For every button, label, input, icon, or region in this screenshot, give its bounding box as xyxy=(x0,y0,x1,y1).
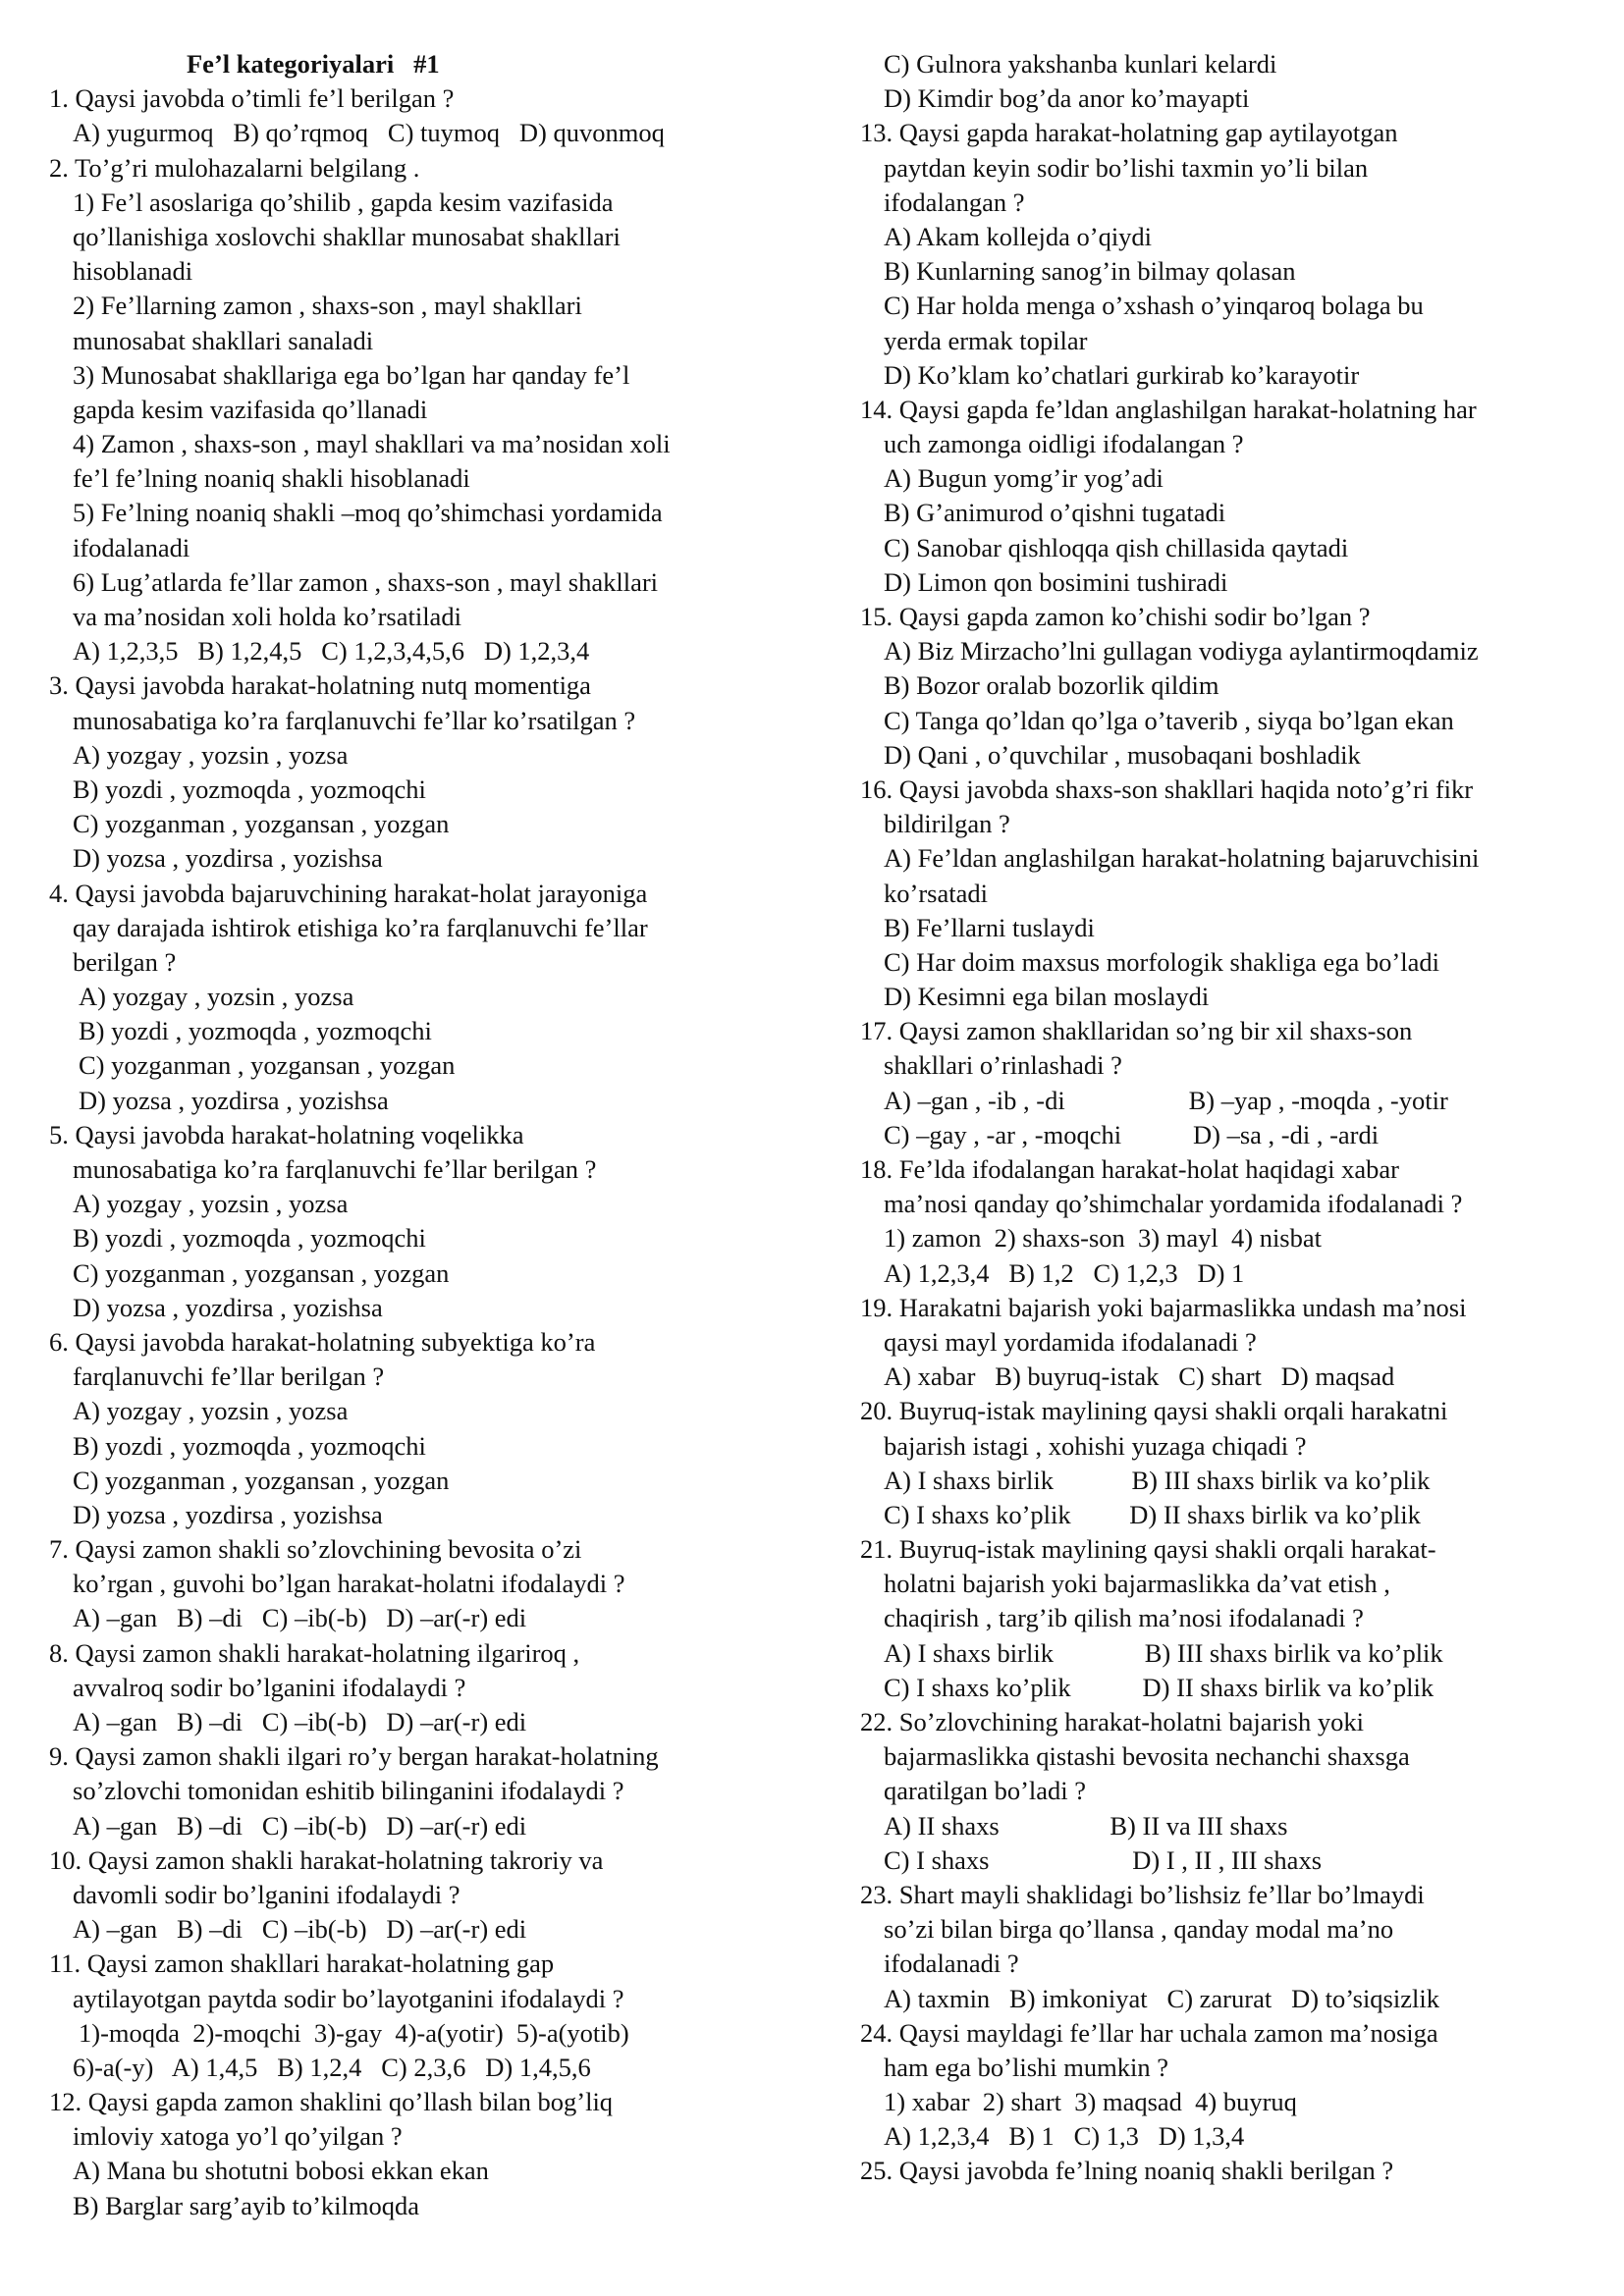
question-line: 1. Qaysi javobda o’timli fe’l berilgan ? xyxy=(49,83,455,114)
question-line: 22. So’zlovchining harakat-holatni bajarish yoki xyxy=(860,1707,1364,1736)
text-line: qaratilgan bo’ladi ? xyxy=(884,1776,1087,1806)
text-line: qay darajada ishtirok etishiga ko’ra farqlanuvchi fe’llar xyxy=(73,912,648,942)
text-line: munosabatiga ko’ra farqlanuvchi fe’llar ko’rsatilgan ? xyxy=(73,705,636,735)
text-line: avvalroq sodir bo’lganini ifodalaydi ? xyxy=(73,1672,466,1702)
text-line: C) yozganman , yozgansan , yozgan xyxy=(79,1050,456,1081)
text-line: berilgan ? xyxy=(73,946,177,977)
text-line: A) 1,2,3,4 B) 1 C) 1,3 D) 1,3,4 xyxy=(884,2121,1245,2152)
text-line: uch zamonga oidligi ifodalangan ? xyxy=(884,429,1244,459)
text-line: va ma’nosidan xoli holda ko’rsatiladi xyxy=(73,602,461,631)
page-title: Fe’l kategoriyalari #1 xyxy=(187,49,440,79)
text-line: A) Biz Mirzacho’lni gullagan vodiyga aylantirmoqdamiz xyxy=(884,636,1479,667)
text-line: aytilayotgan paytda sodir bo’layotganini ifodalaydi ? xyxy=(73,1983,624,2013)
text-line: A) Fe’ldan anglashilgan harakat-holatning bajaruvchisini xyxy=(884,843,1480,874)
question-line: 13. Qaysi gapda harakat-holatning gap aytilayotgan xyxy=(860,118,1398,148)
text-line: A) Bugun yomg’ir yog’adi xyxy=(884,463,1164,494)
text-line: chaqirish , targ’ib qilish ma’nosi ifodalanadi ? xyxy=(884,1603,1364,1633)
text-line: B) yozdi , yozmoqda , yozmoqchi xyxy=(73,1430,426,1461)
question-line: 9. Qaysi zamon shakli ilgari ro’y bergan harakat-holatning xyxy=(49,1741,659,1772)
text-line: D) Qani , o’quvchilar , musobaqani boshladik xyxy=(884,739,1361,770)
text-line: A) yozgay , yozsin , yozsa xyxy=(73,739,349,770)
text-line: A) xabar B) buyruq-istak C) shart D) maqsad xyxy=(884,1362,1395,1392)
text-line: B) yozdi , yozmoqda , yozmoqchi xyxy=(79,1016,432,1046)
text-line: A) II shaxs B) II va III shaxs xyxy=(884,1810,1288,1841)
text-line: C) Tanga qo’ldan qo’lga o’taverib , siyqa bo’lgan ekan xyxy=(884,705,1454,735)
text-line: ifodalanadi xyxy=(73,532,190,562)
text-line: A) I shaxs birlik B) III shaxs birlik va ko’plik xyxy=(884,1465,1431,1495)
text-line: D) yozsa , yozdirsa , yozishsa xyxy=(73,843,383,874)
text-line: bildirilgan ? xyxy=(884,809,1010,839)
text-line: A) 1,2,3,5 B) 1,2,4,5 C) 1,2,3,4,5,6 D) 1,2,3,4 xyxy=(73,636,590,667)
text-line: paytdan keyin sodir bo’lishi taxmin yo’li bilan xyxy=(884,152,1369,183)
text-line: 1) zamon 2) shaxs-son 3) mayl 4) nisbat xyxy=(884,1223,1322,1254)
text-line: B) Fe’llarni tuslaydi xyxy=(884,912,1095,942)
text-line: C) Har holda menga o’xshash o’yinqaroq bolaga bu xyxy=(884,291,1424,321)
text-line: ifodalanadi ? xyxy=(884,1949,1019,1979)
text-line: farqlanuvchi fe’llar berilgan ? xyxy=(73,1362,385,1392)
text-line: ko’rsatadi xyxy=(884,878,988,908)
text-line: A) –gan B) –di C) –ib(-b) D) –ar(-r) edi xyxy=(73,1914,527,1945)
text-line: A) –gan B) –di C) –ib(-b) D) –ar(-r) edi xyxy=(73,1603,527,1633)
text-line: B) Barglar sarg’ayib to’kilmoqda xyxy=(73,2190,420,2220)
text-line: 1)-moqda 2)-moqchi 3)-gay 4)-a(yotir) 5)-a(yotib) xyxy=(79,2017,629,2048)
question-line: 15. Qaysi gapda zamon ko’chishi sodir bo’lgan ? xyxy=(860,602,1371,631)
text-line: C) yozganman , yozgansan , yozgan xyxy=(73,1465,450,1495)
text-line: holatni bajarish yoki bajarmaslikka da’vat etish , xyxy=(884,1569,1390,1599)
text-line: A) –gan B) –di C) –ib(-b) D) –ar(-r) edi xyxy=(73,1810,527,1841)
text-line: qo’llanishiga xoslovchi shakllar munosabat shakllari xyxy=(73,221,621,251)
text-line: so’zlovchi tomonidan eshitib bilinganini ifodalaydi ? xyxy=(73,1776,624,1806)
text-line: ma’nosi qanday qo’shimchalar yordamida ifodalanadi ? xyxy=(884,1189,1463,1219)
question-line: 16. Qaysi javobda shaxs-son shakllari haqida noto’g’ri fikr xyxy=(860,774,1474,804)
text-line: A) taxmin B) imkoniyat C) zarurat D) to’siqsizlik xyxy=(884,1983,1439,2013)
text-line: bajarmaslikka qistashi bevosita nechanchi shaxsga xyxy=(884,1741,1410,1772)
question-line: 20. Buyruq-istak maylining qaysi shakli orqali harakatni xyxy=(860,1396,1448,1426)
question-line: 6. Qaysi javobda harakat-holatning subyektiga ko’ra xyxy=(49,1326,596,1357)
question-line: 24. Qaysi mayldagi fe’llar har uchala zamon ma’nosiga xyxy=(860,2017,1438,2048)
text-line: fe’l fe’lning noaniq shakli hisoblanadi xyxy=(73,463,470,494)
question-line: 2. To’g’ri mulohazalarni belgilang . xyxy=(49,152,420,183)
question-line: 21. Buyruq-istak maylining qaysi shakli orqali harakat- xyxy=(860,1534,1436,1565)
question-line: 17. Qaysi zamon shakllaridan so’ng bir xil shaxs-son xyxy=(860,1016,1413,1046)
text-line: 2) Fe’llarning zamon , shaxs-son , mayl shakllari xyxy=(73,291,582,321)
text-line: A) –gan B) –di C) –ib(-b) D) –ar(-r) edi xyxy=(73,1707,527,1736)
text-line: C) I shaxs ko’plik D) II shaxs birlik va ko’plik xyxy=(884,1672,1435,1702)
question-line: 8. Qaysi zamon shakli harakat-holatning ilgariroq , xyxy=(49,1637,580,1668)
text-line: A) I shaxs birlik B) III shaxs birlik va ko’plik xyxy=(884,1637,1443,1668)
text-line: A) –gan , -ib , -di B) –yap , -moqda , -yotir xyxy=(884,1085,1448,1115)
text-line: munosabatiga ko’ra farqlanuvchi fe’llar berilgan ? xyxy=(73,1154,597,1184)
text-line: munosabat shakllari sanaladi xyxy=(73,325,374,355)
text-line: B) G’animurod o’qishni tugatadi xyxy=(884,498,1226,528)
question-line: 10. Qaysi zamon shakli harakat-holatning takroriy va xyxy=(49,1844,604,1875)
text-line: 5) Fe’lning noaniq shakli –moq qo’shimchasi yordamida xyxy=(73,498,663,528)
text-line: yerda ermak topilar xyxy=(884,325,1088,355)
text-line: qaysi mayl yordamida ifodalanadi ? xyxy=(884,1326,1257,1357)
text-line: A) yozgay , yozsin , yozsa xyxy=(73,1396,349,1426)
question-line: 14. Qaysi gapda fe’ldan anglashilgan harakat-holatning har xyxy=(860,394,1477,424)
question-line: 12. Qaysi gapda zamon shaklini qo’llash bilan bog’liq xyxy=(49,2087,614,2117)
text-line: davomli sodir bo’lganini ifodalaydi ? xyxy=(73,1879,460,1909)
text-line: C) I shaxs D) I , II , III shaxs xyxy=(884,1844,1323,1875)
question-line: 5. Qaysi javobda harakat-holatning voqelikka xyxy=(49,1119,524,1149)
text-line: 6) Lug’atlarda fe’llar zamon , shaxs-son , mayl shakllari xyxy=(73,566,659,597)
text-line: B) Kunlarning sanog’in bilmay qolasan xyxy=(884,256,1296,287)
text-line: C) Sanobar qishloqqa qish chillasida qaytadi xyxy=(884,532,1349,562)
text-line: A) 1,2,3,4 B) 1,2 C) 1,2,3 D) 1 xyxy=(884,1257,1245,1288)
text-line: 3) Munosabat shakllariga ega bo’lgan har qanday fe’l xyxy=(73,359,630,390)
text-line: A) yugurmoq B) qo’rqmoq C) tuymoq D) quvonmoq xyxy=(73,118,665,148)
text-line: 1) Fe’l asoslariga qo’shilib , gapda kesim vazifasida xyxy=(73,187,614,217)
question-line: 18. Fe’lda ifodalangan harakat-holat haqidagi xabar xyxy=(860,1154,1399,1184)
text-line: D) yozsa , yozdirsa , yozishsa xyxy=(73,1499,383,1529)
text-line: D) yozsa , yozdirsa , yozishsa xyxy=(79,1085,389,1115)
question-line: 4. Qaysi javobda bajaruvchining harakat-holat jarayoniga xyxy=(49,878,648,908)
question-line: 25. Qaysi javobda fe’lning noaniq shakli berilgan ? xyxy=(860,2156,1394,2186)
text-line: ifodalangan ? xyxy=(884,187,1025,217)
text-line: D) Limon qon bosimini tushiradi xyxy=(884,566,1228,597)
text-line: bajarish istagi , xohishi yuzaga chiqadi ? xyxy=(884,1430,1307,1461)
question-line: 19. Harakatni bajarish yoki bajarmaslikka undash ma’nosi xyxy=(860,1292,1467,1322)
text-line: C) yozganman , yozgansan , yozgan xyxy=(73,809,450,839)
text-line: C) Har doim maxsus morfologik shakliga ega bo’ladi xyxy=(884,946,1439,977)
text-line: C) yozganman , yozgansan , yozgan xyxy=(73,1257,450,1288)
text-line: B) yozdi , yozmoqda , yozmoqchi xyxy=(73,1223,426,1254)
question-line: 11. Qaysi zamon shakllari harakat-holatning gap xyxy=(49,1949,555,1979)
text-line: ham ega bo’lishi mumkin ? xyxy=(884,2052,1168,2082)
left-column xyxy=(49,47,835,2223)
text-line: imloviy xatoga yo’l qo’yilgan ? xyxy=(73,2121,403,2152)
text-line: A) Mana bu shotutni bobosi ekkan ekan xyxy=(73,2156,489,2186)
text-line: A) yozgay , yozsin , yozsa xyxy=(79,982,354,1012)
text-line: B) yozdi , yozmoqda , yozmoqchi xyxy=(73,774,426,804)
text-line: C) I shaxs ko’plik D) II shaxs birlik va ko’plik xyxy=(884,1499,1421,1529)
text-line: 1) xabar 2) shart 3) maqsad 4) buyruq xyxy=(884,2087,1297,2117)
question-line: 3. Qaysi javobda harakat-holatning nutq momentiga xyxy=(49,670,591,701)
text-line: so’zi bilan birga qo’llansa , qanday modal ma’no xyxy=(884,1914,1394,1945)
text-line: 6)-a(-y) A) 1,4,5 B) 1,2,4 C) 2,3,6 D) 1,4,5,6 xyxy=(73,2052,591,2082)
text-line: D) yozsa , yozdirsa , yozishsa xyxy=(73,1292,383,1322)
text-line: D) Ko’klam ko’chatlari gurkirab ko’karayotir xyxy=(884,359,1360,390)
text-line: B) Bozor oralab bozorlik qildim xyxy=(884,670,1219,701)
text-line: gapda kesim vazifasida qo’llanadi xyxy=(73,394,428,424)
text-line: hisoblanadi xyxy=(73,256,193,287)
question-line: 23. Shart mayli shaklidagi bo’lishsiz fe’llar bo’lmaydi xyxy=(860,1879,1425,1909)
question-line: 7. Qaysi zamon shakli so’zlovchining bevosita o’zi xyxy=(49,1534,582,1565)
text-line: A) yozgay , yozsin , yozsa xyxy=(73,1189,349,1219)
right-column xyxy=(860,47,1606,2189)
text-line: C) Gulnora yakshanba kunlari kelardi xyxy=(884,49,1277,79)
text-line: A) Akam kollejda o’qiydi xyxy=(884,221,1153,251)
text-line: shakllari o’rinlashadi ? xyxy=(884,1050,1122,1081)
text-line: ko’rgan , guvohi bo’lgan harakat-holatni ifodalaydi ? xyxy=(73,1569,625,1599)
text-line: D) Kesimni ega bilan moslaydi xyxy=(884,982,1210,1012)
text-line: 4) Zamon , shaxs-son , mayl shakllari va ma’nosidan xoli xyxy=(73,429,671,459)
text-line: D) Kimdir bog’da anor ko’mayapti xyxy=(884,83,1250,114)
text-line: C) –gay , -ar , -moqchi D) –sa , -di , -ardi xyxy=(884,1119,1380,1149)
